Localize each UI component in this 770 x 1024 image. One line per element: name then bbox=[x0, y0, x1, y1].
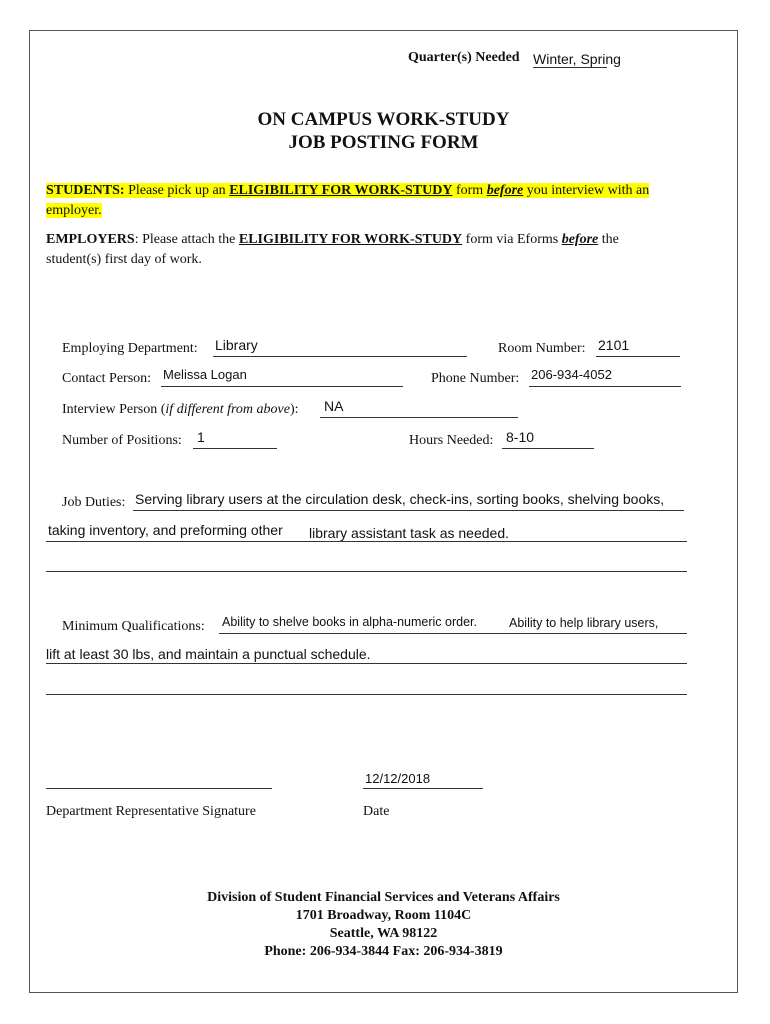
footer-address: 1701 Broadway, Room 1104C bbox=[295, 908, 472, 923]
qualifications-label: Minimum Qualifications: bbox=[62, 619, 205, 634]
phone-field[interactable]: 206-934-4052 bbox=[531, 367, 612, 382]
qualifications-field-line2[interactable]: lift at least 30 lbs, and maintain a punctual schedule. bbox=[46, 646, 371, 662]
duties-underline-1 bbox=[133, 510, 684, 511]
duties-underline-2 bbox=[46, 541, 687, 542]
positions-field[interactable]: 1 bbox=[197, 429, 205, 445]
department-field[interactable]: Library bbox=[215, 337, 258, 353]
students-text2: form bbox=[452, 183, 487, 198]
interview-underline bbox=[320, 417, 518, 418]
hours-underline bbox=[502, 448, 594, 449]
qualifications-field-line1b[interactable]: Ability to help library users, bbox=[509, 616, 659, 630]
students-note bbox=[46, 181, 726, 221]
interview-label-post: ): bbox=[289, 402, 299, 417]
qualifications-underline-3 bbox=[46, 694, 687, 695]
positions-underline bbox=[193, 448, 277, 449]
students-text3: you interview with an bbox=[523, 183, 650, 198]
duties-label: Job Duties: bbox=[62, 495, 126, 510]
employers-form-name: ELIGIBILITY FOR WORK-STUDY bbox=[238, 232, 463, 247]
signature-line[interactable] bbox=[46, 788, 272, 789]
students-emphasis: before bbox=[486, 183, 524, 198]
students-form-name: ELIGIBILITY FOR WORK-STUDY bbox=[229, 183, 453, 198]
positions-label: Number of Positions: bbox=[62, 433, 182, 448]
department-underline bbox=[213, 356, 467, 357]
interview-label-pre: Interview Person ( bbox=[62, 402, 166, 417]
phone-underline bbox=[529, 386, 681, 387]
form-title-line1: ON CAMPUS WORK-STUDY bbox=[257, 109, 510, 130]
employers-lead: EMPLOYERS bbox=[46, 232, 135, 247]
quarters-value[interactable]: Winter, Spring bbox=[533, 51, 621, 67]
interview-label bbox=[62, 402, 299, 418]
quarters-underline bbox=[533, 67, 607, 68]
room-underline bbox=[596, 356, 680, 357]
duties-field-line2b[interactable]: library assistant task as needed. bbox=[309, 525, 509, 541]
hours-label: Hours Needed: bbox=[409, 433, 494, 448]
employers-text2: form via Eforms bbox=[462, 232, 562, 247]
students-text1: Please pick up an bbox=[124, 183, 230, 198]
employers-text3: the bbox=[598, 232, 619, 247]
employers-emphasis: before bbox=[561, 232, 599, 247]
duties-underline-3 bbox=[46, 571, 687, 572]
signature-label: Department Representative Signature bbox=[46, 804, 256, 819]
form-title-line2: JOB POSTING FORM bbox=[288, 132, 479, 153]
date-field[interactable]: 12/12/2018 bbox=[365, 771, 431, 786]
contact-underline bbox=[161, 386, 403, 387]
form-page bbox=[29, 30, 738, 993]
phone-label: Phone Number: bbox=[431, 371, 520, 386]
contact-field[interactable]: Melissa Logan bbox=[163, 367, 247, 382]
students-text4: employer. bbox=[46, 203, 102, 218]
duties-field-line1[interactable]: Serving library users at the circulation desk, check-ins, sorting books, shelving books, bbox=[135, 491, 665, 507]
hours-field[interactable]: 8-10 bbox=[506, 429, 535, 445]
interview-field[interactable]: NA bbox=[324, 398, 344, 414]
footer-division: Division of Student Financial Services and Veterans Affairs bbox=[207, 890, 560, 905]
department-label: Employing Department: bbox=[62, 341, 198, 356]
room-field[interactable]: 2101 bbox=[598, 337, 630, 353]
duties-field-line2a[interactable]: taking inventory, and preforming other bbox=[48, 522, 283, 538]
qualifications-underline-1 bbox=[219, 633, 687, 634]
quarters-label: Quarter(s) Needed bbox=[408, 50, 520, 65]
room-label: Room Number: bbox=[498, 341, 586, 356]
qualifications-underline-2 bbox=[46, 663, 687, 664]
contact-label: Contact Person: bbox=[62, 371, 152, 386]
interview-label-italic: if different from above bbox=[165, 402, 290, 417]
employers-text1: : Please attach the bbox=[134, 232, 239, 247]
students-lead: STUDENTS: bbox=[46, 183, 125, 198]
employers-text4: student(s) first day of work. bbox=[46, 252, 202, 267]
date-label: Date bbox=[363, 804, 390, 819]
footer-city: Seattle, WA 98122 bbox=[329, 926, 438, 941]
qualifications-field-line1a[interactable]: Ability to shelve books in alpha-numeric order. bbox=[222, 615, 477, 629]
employers-note bbox=[46, 230, 726, 270]
footer-phone: Phone: 206-934-3844 Fax: 206-934-3819 bbox=[264, 944, 503, 959]
date-line bbox=[363, 788, 483, 789]
